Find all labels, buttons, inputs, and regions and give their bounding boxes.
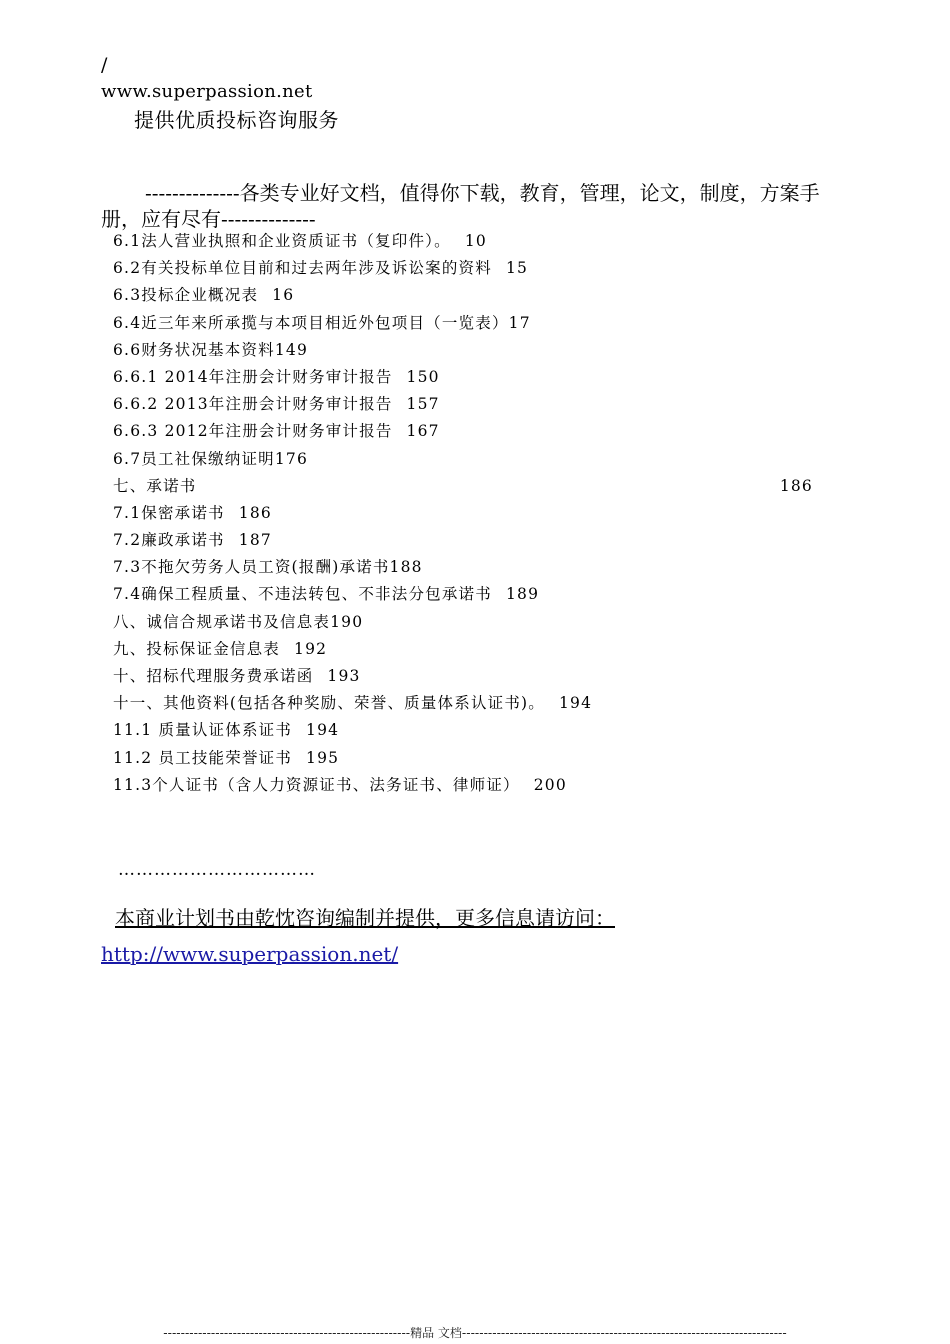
page-footer: ---------------------------------------------------------精品 文档--------------------------------------------------------------------------- (163, 1326, 787, 1340)
toc-page: 189 (505, 585, 540, 604)
toc-label: 6.6.3 2012年注册会计财务审计报告 (113, 422, 393, 441)
toc-label: 八、诚信合规承诺书及信息表 (113, 612, 331, 631)
intro-paragraph (101, 180, 821, 232)
intro-text: --------------各类专业好文档，值得你下载，教育，管理，论文，制度，方案手册，应有尽有-------------- (101, 181, 820, 231)
toc-entry[interactable] (113, 393, 823, 420)
toc-label: 十一、其他资料(包括各种奖励、荣誉、质量体系认证书)。 (113, 694, 545, 713)
toc-page: 193 (327, 667, 361, 685)
toc-entry[interactable] (113, 230, 823, 257)
toc-page: 15 (505, 259, 529, 278)
toc-entry[interactable] (113, 665, 823, 692)
toc-page: 194 (559, 694, 593, 713)
toc-page: 17 (508, 313, 531, 332)
toc-label: 11.3个人证书（含人力资源证书、法务证书、律师证） (113, 775, 520, 794)
toc-entry[interactable] (113, 747, 823, 774)
toc-page: 187 (238, 531, 272, 550)
toc-label: 九、投标保证金信息表 (113, 639, 281, 658)
toc-page: 186 (238, 503, 272, 522)
toc-entry[interactable] (113, 448, 823, 475)
closing-paragraph (101, 900, 831, 972)
header-tagline: 提供优质投标咨询服务 (134, 108, 339, 132)
toc-page: 10 (464, 232, 487, 250)
toc-entry[interactable] (113, 284, 823, 311)
toc-label: 7.1保密承诺书 (113, 503, 225, 522)
toc-page: 190 (330, 612, 364, 631)
toc-label: 十、招标代理服务费承诺函 (113, 667, 314, 685)
toc-entry[interactable] (113, 366, 823, 393)
header-url: www.superpassion.net (101, 81, 313, 102)
toc-entry[interactable] (113, 312, 823, 339)
toc-entry[interactable] (113, 529, 823, 556)
toc-page: 192 (294, 639, 328, 658)
toc-page: 188 (389, 558, 423, 577)
toc-label: 11.1 质量认证体系证书 (113, 721, 293, 740)
toc-label: 6.6.1 2014年注册会计财务审计报告 (113, 367, 393, 386)
toc-page: 195 (306, 748, 340, 767)
toc-page: 194 (306, 721, 340, 740)
header-slash: / (101, 54, 108, 76)
toc-label: 7.3不拖欠劳务人员工资(报酬)承诺书 (113, 558, 390, 577)
toc-label: 7.2廉政承诺书 (113, 531, 225, 550)
toc-label: 7.4确保工程质量、不违法转包、不非法分包承诺书 (113, 585, 492, 604)
closing-text: 本商业计划书由乾忱咨询编制并提供，更多信息请访问： (115, 906, 615, 930)
toc-label: 6.4近三年来所承揽与本项目相近外包项目（一览表） (113, 313, 509, 332)
toc-page: 200 (533, 775, 567, 794)
toc-page: 16 (272, 286, 295, 305)
toc-label: 6.2有关投标单位目前和过去两年涉及诉讼案的资料 (113, 259, 492, 278)
toc-entry[interactable] (113, 257, 823, 284)
toc-page: 186 (779, 476, 813, 495)
toc-entry[interactable] (113, 339, 823, 366)
toc-entry[interactable] (113, 420, 823, 447)
toc-entry[interactable] (113, 611, 823, 638)
toc-entry[interactable] (113, 502, 823, 529)
toc-entry[interactable] (113, 556, 823, 583)
toc-entry[interactable] (113, 692, 823, 719)
toc-page: 167 (406, 422, 440, 441)
toc-label: 6.6财务状况基本资料 (113, 340, 275, 359)
toc-label: 11.2 员工技能荣誉证书 (113, 748, 293, 767)
toc-label: 6.7员工社保缴纳证明 (113, 449, 275, 468)
toc-page: 176 (274, 449, 309, 468)
toc-label: 七、承诺书 (113, 476, 197, 495)
toc-entry[interactable] (113, 774, 823, 801)
toc-label: 6.3投标企业概况表 (113, 286, 259, 305)
toc-label: 6.1法人营业执照和企业资质证书（复印件）。 (113, 232, 451, 250)
toc-entry[interactable] (113, 638, 823, 665)
toc-entry[interactable] (113, 583, 823, 610)
toc-label: 6.6.2 2013年注册会计财务审计报告 (113, 395, 393, 414)
toc-entry[interactable] (113, 719, 823, 746)
table-of-contents (113, 230, 823, 801)
toc-page: 150 (406, 367, 440, 386)
website-link[interactable]: http://www.superpassion.net/ (101, 942, 399, 966)
ellipsis-divider: …………………………… (118, 860, 316, 880)
toc-page: 157 (406, 395, 440, 414)
toc-page: 149 (274, 340, 309, 359)
toc-entry[interactable] (113, 475, 823, 502)
